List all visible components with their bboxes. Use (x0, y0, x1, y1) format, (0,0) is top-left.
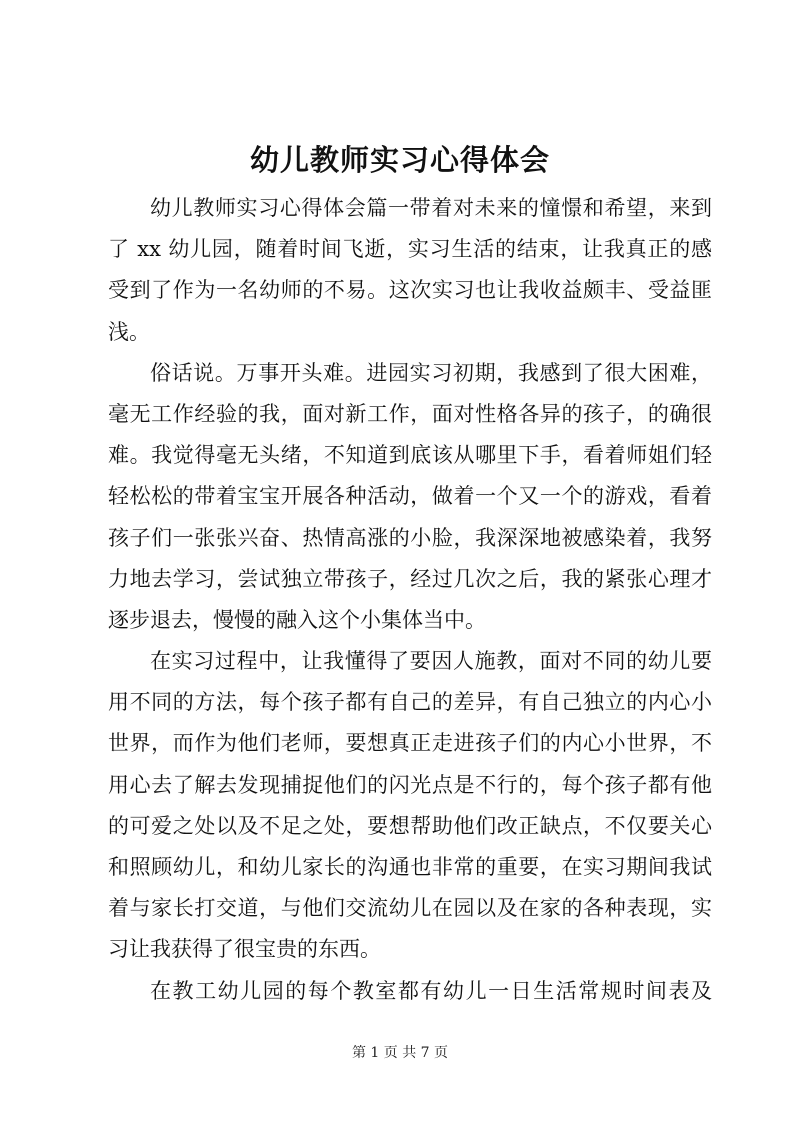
text-line: 了 xx 幼儿园，随着时间飞逝，实习生活的结束，让我真正的感 (108, 237, 712, 262)
page-number-footer: 第 1 页 共 7 页 (351, 1045, 449, 1061)
text-line: 轻松松的带着宝宝开展各种活动，做着一个又一个的游戏，看着 (108, 484, 712, 509)
paragraph (108, 971, 712, 1012)
text-line: 着与家长打交道，与他们交流幼儿在园以及在家的各种表现，实 (108, 896, 712, 921)
text-line: 逐步退去，慢慢的融入这个小集体当中。 (108, 607, 486, 632)
document-title: 幼儿教师实习心得体会 (249, 143, 550, 177)
paragraph (108, 353, 712, 641)
paragraph (108, 641, 712, 971)
paragraph (108, 188, 712, 353)
text-line: 和照顾幼儿，和幼儿家长的沟通也非常的重要，在实习期间我试 (108, 855, 712, 879)
text-line: 世界，而作为他们老师，要想真正走进孩子们的内心小世界，不 (108, 731, 712, 756)
document-body (108, 188, 712, 1012)
text-line: 的可爱之处以及不足之处，要想帮助他们改正缺点，不仅要关心 (108, 813, 712, 838)
text-line: 在实习过程中，让我懂得了要因人施教，面对不同的幼儿要 (150, 649, 712, 674)
text-line: 幼儿教师实习心得体会篇一带着对未来的憧憬和希望，来到 (150, 196, 712, 220)
text-line: 浅。 (108, 319, 150, 344)
text-line: 受到了作为一名幼师的不易。这次实习也让我收益颇丰、受益匪 (108, 278, 712, 303)
text-line: 用心去了解去发现捕捉他们的闪光点是不行的，每个孩子都有他 (108, 772, 712, 797)
text-line: 难。我觉得毫无头绪，不知道到底该从哪里下手，看着师姐们轻 (108, 443, 712, 468)
text-line: 孩子们一张张兴奋、热情高涨的小脸，我深深地被感染着，我努 (108, 525, 712, 550)
text-line: 力地去学习，尝试独立带孩子，经过几次之后，我的紧张心理才 (108, 566, 712, 591)
text-line: 毫无工作经验的我，面对新工作，面对性格各异的孩子，的确很 (108, 401, 712, 426)
text-line: 在教工幼儿园的每个教室都有幼儿一日生活常规时间表及 (150, 978, 712, 1003)
text-line: 用不同的方法，每个孩子都有自己的差异，有自己独立的内心小 (108, 690, 712, 715)
text-line: 俗话说。万事开头难。进园实习初期，我感到了很大困难， (150, 360, 712, 385)
text-line: 习让我获得了很宝贵的东西。 (108, 937, 381, 962)
